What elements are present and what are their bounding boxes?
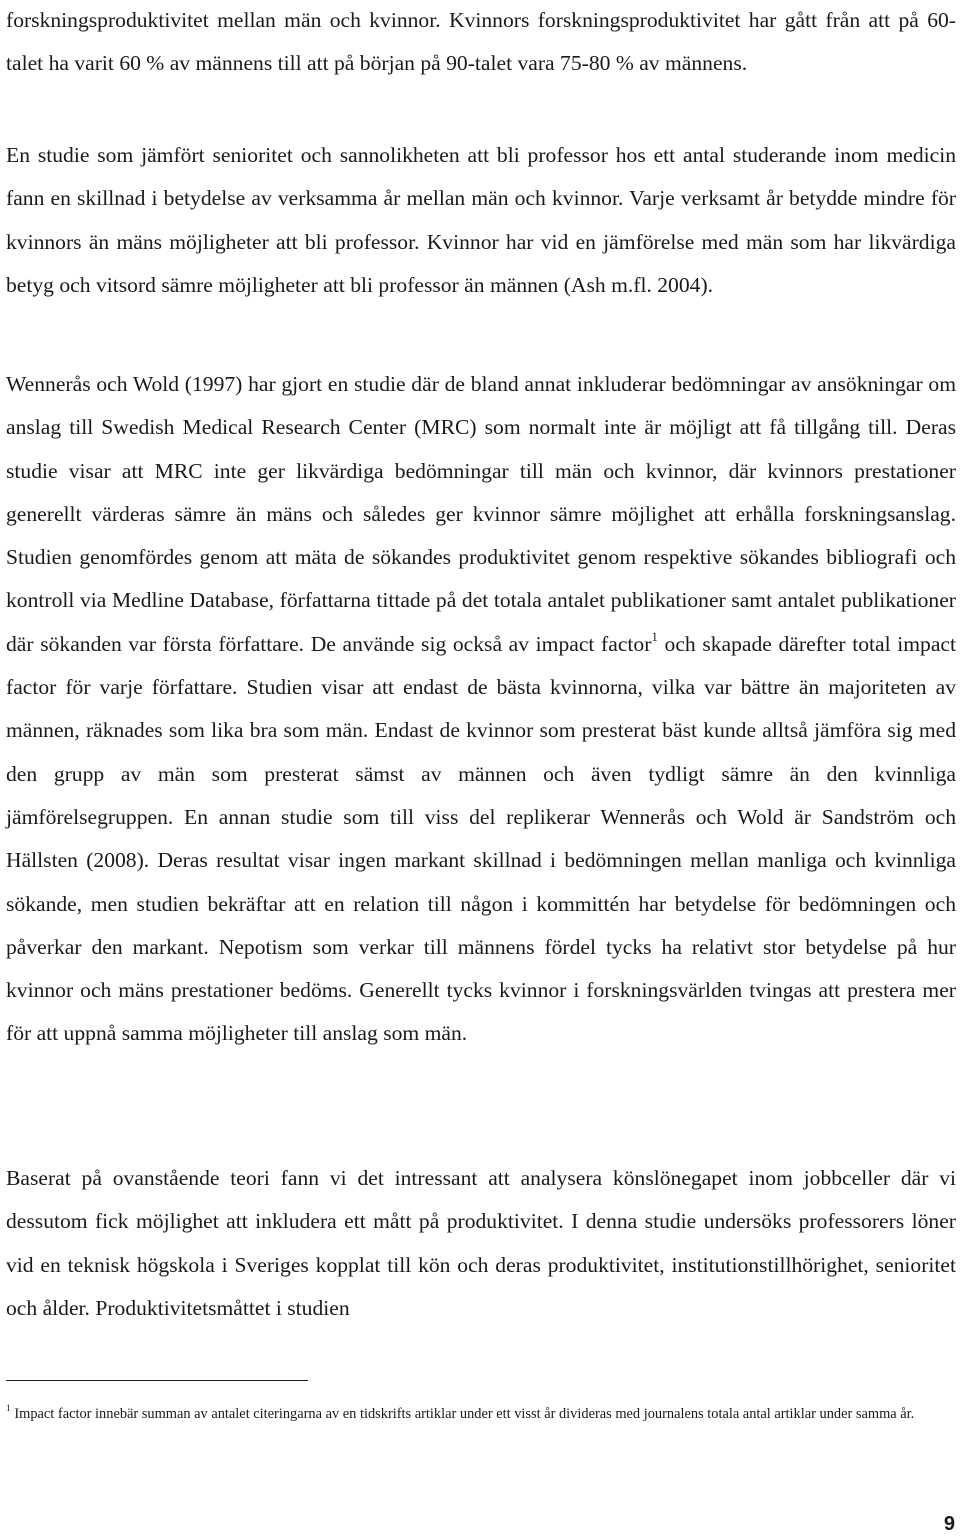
footnote-text: Impact factor innebär summan av antalet citeringarna av en tidskrifts artiklar under ett visst år divideras med journalens totala antal artiklar under samma år. [10,1406,915,1422]
page-number: 9 [943,1513,955,1535]
paragraph-text-part: Wennerås och Wold (1997) har gjort en studie där de bland annat inkluderar bedömningar av ansökningar om anslag till Swedish Medical Research Center (MRC) som normalt inte är möjligt att få tillgång till. Deras studie visar att MRC inte ger likvärdiga bedömningar till män och kvinnor, där kvinnors prestationer generellt värderas sämre än mäns och således ger kvinnor sämre möjlighet att erhålla forskningsanslag. Studien genomfördes genom att mäta de sökandes produktivitet genom respektive sökandes bibliografi och kontroll via Medline Database, författarna tittade på det totala antalet publikationer samt antalet publikationer där sökanden var första författare. De använde sig också av impact factor [6,372,956,656]
paragraph-text-part: och skapade därefter total impact factor för varje författare. Studien visar att endast de bästa kvinnorna, vilka var bättre än majoriteten av männen, räknades som lika bra som män. Endast de kvinnor som presterat bäst kunde alltså jämföra sig med den grupp av män som presterat sämst av männen och även tydligt sämre än den kvinnliga jämförelsegruppen. En annan studie som till viss del replikerar Wennerås och Wold är Sandström och Hällsten (2008). Deras resultat visar ingen markant skillnad i bedömningen mellan manliga och kvinnliga sökande, men studien bekräftar att en relation till någon i kommittén har betydelse för bedömningen och påverkar den markant. Nepotism som verkar till männens fördel tycks ha relativt stor betydelse på hur kvinnor och mäns prestationer bedöms. Generellt tycks kvinnor i forskningsvärlden tvingas att prestera mer för att uppnå samma möjligheter till anslag som män. [6,631,957,1046]
paragraph-text: Baserat på ovanstående teori fann vi det intressant att analysera könslönegapet inom jobbceller där vi dessutom fick möjlighet att inkludera ett mått på produktivitet. I denna studie undersöks professorers löner vid en teknisk högskola i Sveriges kopplat till kön och deras produktivitet, institutionstillhörighet, senioritet och ålder. Produktivitetsmåttet i studien [6,1166,956,1320]
paragraph-seniority-study [6,134,956,307]
footnote-marker: 1 [6,1404,11,1415]
paragraph-text: En studie som jämfört senioritet och sannolikheten att bli professor hos ett antal studerande inom medicin fann en skillnad i betydelse av verksamma år mellan män och kvinnor. Varje verksamt år betydde mindre för kvinnors än mäns möjligheter att bli professor. Kvinnor har vid en jämförelse med män som har likvärdiga betyg och vitsord sämre möjligheter att bli professor än männen (Ash m.fl. 2004). [6,143,956,297]
footnote [6,1399,926,1429]
footnote-reference: 1 [651,628,658,644]
paragraph-wenneras-wold [6,363,956,1056]
paragraph-productivity [6,0,956,86]
paragraph-text: forskningsproduktivitet mellan män och kvinnor. Kvinnors forskningsproduktivitet har gått från att på 60-talet ha varit 60 % av männens till att på början på 90-talet vara 75-80 % av männens. [6,8,956,76]
paragraph-present-study [6,1157,956,1330]
footnote-separator [6,1380,308,1381]
